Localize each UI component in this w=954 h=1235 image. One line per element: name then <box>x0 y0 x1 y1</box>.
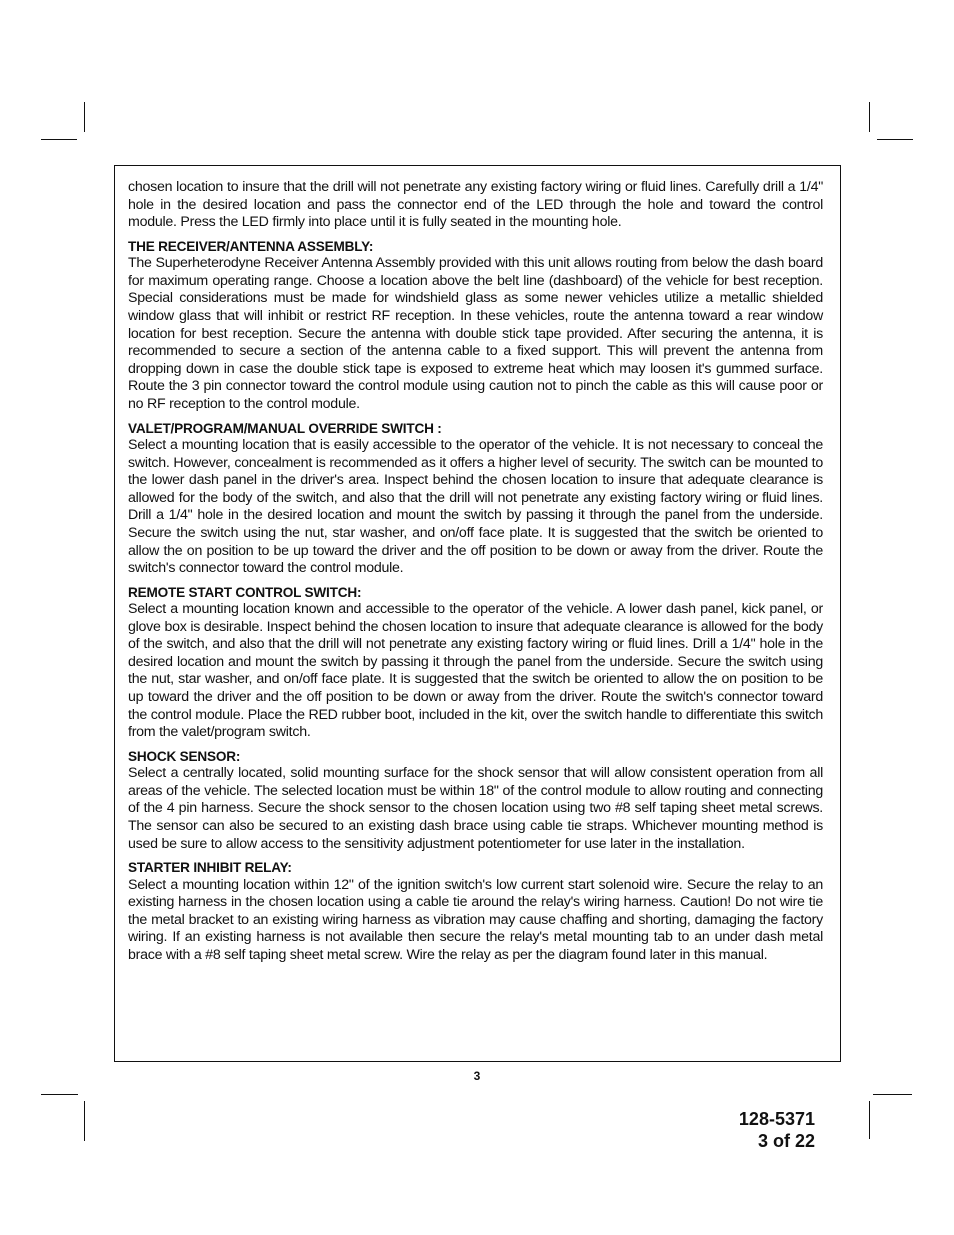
section-valet-switch <box>128 420 823 578</box>
section-body: Select a centrally located, solid mounting surface for the shock sensor that will allow consistent operation from all areas of the vehicle. The selected location must be within 18" of the control module to allow routing and connecting of the 4 pin harness. Secure the shock sensor to the chosen location using two #8 self taping sheet metal screws. The sensor can also be secured to an existing dash brace using cable tie straps. Whichever mounting method is used be sure to allow access to the sensitivity adjustment potentiometer for use later in the installation. <box>128 765 823 852</box>
crop-mark-top-right-horizontal <box>877 139 913 140</box>
section-heading: THE RECEIVER/ANTENNA ASSEMBLY: <box>128 238 374 254</box>
crop-mark-bottom-left-horizontal <box>41 1094 78 1095</box>
section-heading: SHOCK SENSOR: <box>128 748 241 764</box>
section-body: Select a mounting location that is easily accessible to the operator of the vehicle. It is not necessary to conceal the switch. However, concealment is recommended as it offers a higher level of security. The switch can be mounted to the lower dash panel in the driver's area. Inspect behind the chosen location to insure that adequate clearance is allowed for the body of the switch, and also that the drill will not penetrate any existing factory wiring or fluid lines. Drill a 1/4" hole in the desired location and mount the switch by passing it through the panel from the underside. Secure the switch using the nut, star washer, and on/off face plate. It is suggested that the switch be oriented to allow the on position to be up toward the driver and the off position to be down or away from the driver. Route the switch's connector toward the control module. <box>128 436 823 577</box>
section-remote-start-switch <box>128 584 823 742</box>
crop-mark-bottom-right-vertical <box>869 1101 870 1139</box>
section-body: The Superheterodyne Receiver Antenna Assembly provided with this unit allows routing from below the dash board for maximum operating range. Choose a location above the belt line (dashboard) of the vehicle for best reception. Special considerations must be made for windshield glass as some newer vehicles utilize a metallic shielded window glass that will inhibit or restrict RF reception. In these vehicles, route the antenna toward a rear window location for best reception. Secure the antenna with double stick tape provided. After securing the antenna, it is recommended to secure a section of the antenna cable to a fixed support. This will prevent the antenna from dropping down in case the double stick tape is exposed to extreme heat which may loosen it's gummed surface. Route the 3 pin connector toward the control module using caution not to pinch the cable as this will cause poor or no RF reception to the control module. <box>128 255 823 412</box>
page-of-total: 3 of 22 <box>757 1131 815 1151</box>
intro-paragraph: chosen location to insure that the drill will not penetrate any existing factory wiring or fluid lines. Carefully drill a 1/4" hole in the desired location and pass the connector end of the LED through the hole and toward the control module. Press the LED firmly into place until it is fully seated in the mounting hole. <box>128 179 823 231</box>
crop-mark-bottom-left-vertical <box>84 1101 85 1141</box>
content-frame <box>114 165 841 1062</box>
document-identifier <box>739 1108 815 1152</box>
section-shock-sensor <box>128 748 823 853</box>
crop-mark-bottom-right-horizontal <box>873 1094 912 1095</box>
crop-mark-top-left-vertical <box>84 102 85 132</box>
document-number: 128-5371 <box>738 1109 815 1129</box>
page-number: 3 <box>473 1069 481 1083</box>
section-receiver-antenna <box>128 238 823 414</box>
document-body <box>128 179 823 965</box>
crop-mark-top-left-horizontal <box>41 139 77 140</box>
section-starter-inhibit-relay <box>128 859 823 964</box>
section-heading: STARTER INHIBIT RELAY: <box>128 860 292 876</box>
section-heading: VALET/PROGRAM/MANUAL OVERRIDE SWITCH : <box>128 420 442 436</box>
crop-mark-top-right-vertical <box>869 102 870 132</box>
section-body: Select a mounting location within 12" of the ignition switch's low current start solenoid wire. Secure the relay to an existing harness in the chosen location using a cable tie around the relay's wiring harness. Caution! Do not wire tie the metal bracket to an existing wiring harness as vibration may cause chaffing and shorting, damaging the factory wiring. If an existing harness is not available then secure the relay's metal mounting tab to an under dash metal brace with a #8 self taping sheet metal screw. Wire the relay as per the diagram found later in this manual. <box>128 876 823 963</box>
section-body: Select a mounting location known and accessible to the operator of the vehicle. A lower dash panel, kick panel, or glove box is desirable. Inspect behind the chosen location to insure that adequate clearance is allowed for the body of the switch, and also that the drill will not penetrate any existing factory wiring or fluid lines. Drill a 1/4" hole in the desired location and mount the switch by passing it through the panel from the underside. Secure the switch using the nut, star washer, and on/off face plate. It is suggested that the switch be oriented to allow the on position to be up toward the driver and the off position to be down or away from the driver. Route the switch's connector toward the control module. Place the RED rubber boot, included in the kit, over the switch handle to differentiate this switch from the valet/program switch. <box>128 601 823 741</box>
section-heading: REMOTE START CONTROL SWITCH: <box>128 584 362 600</box>
